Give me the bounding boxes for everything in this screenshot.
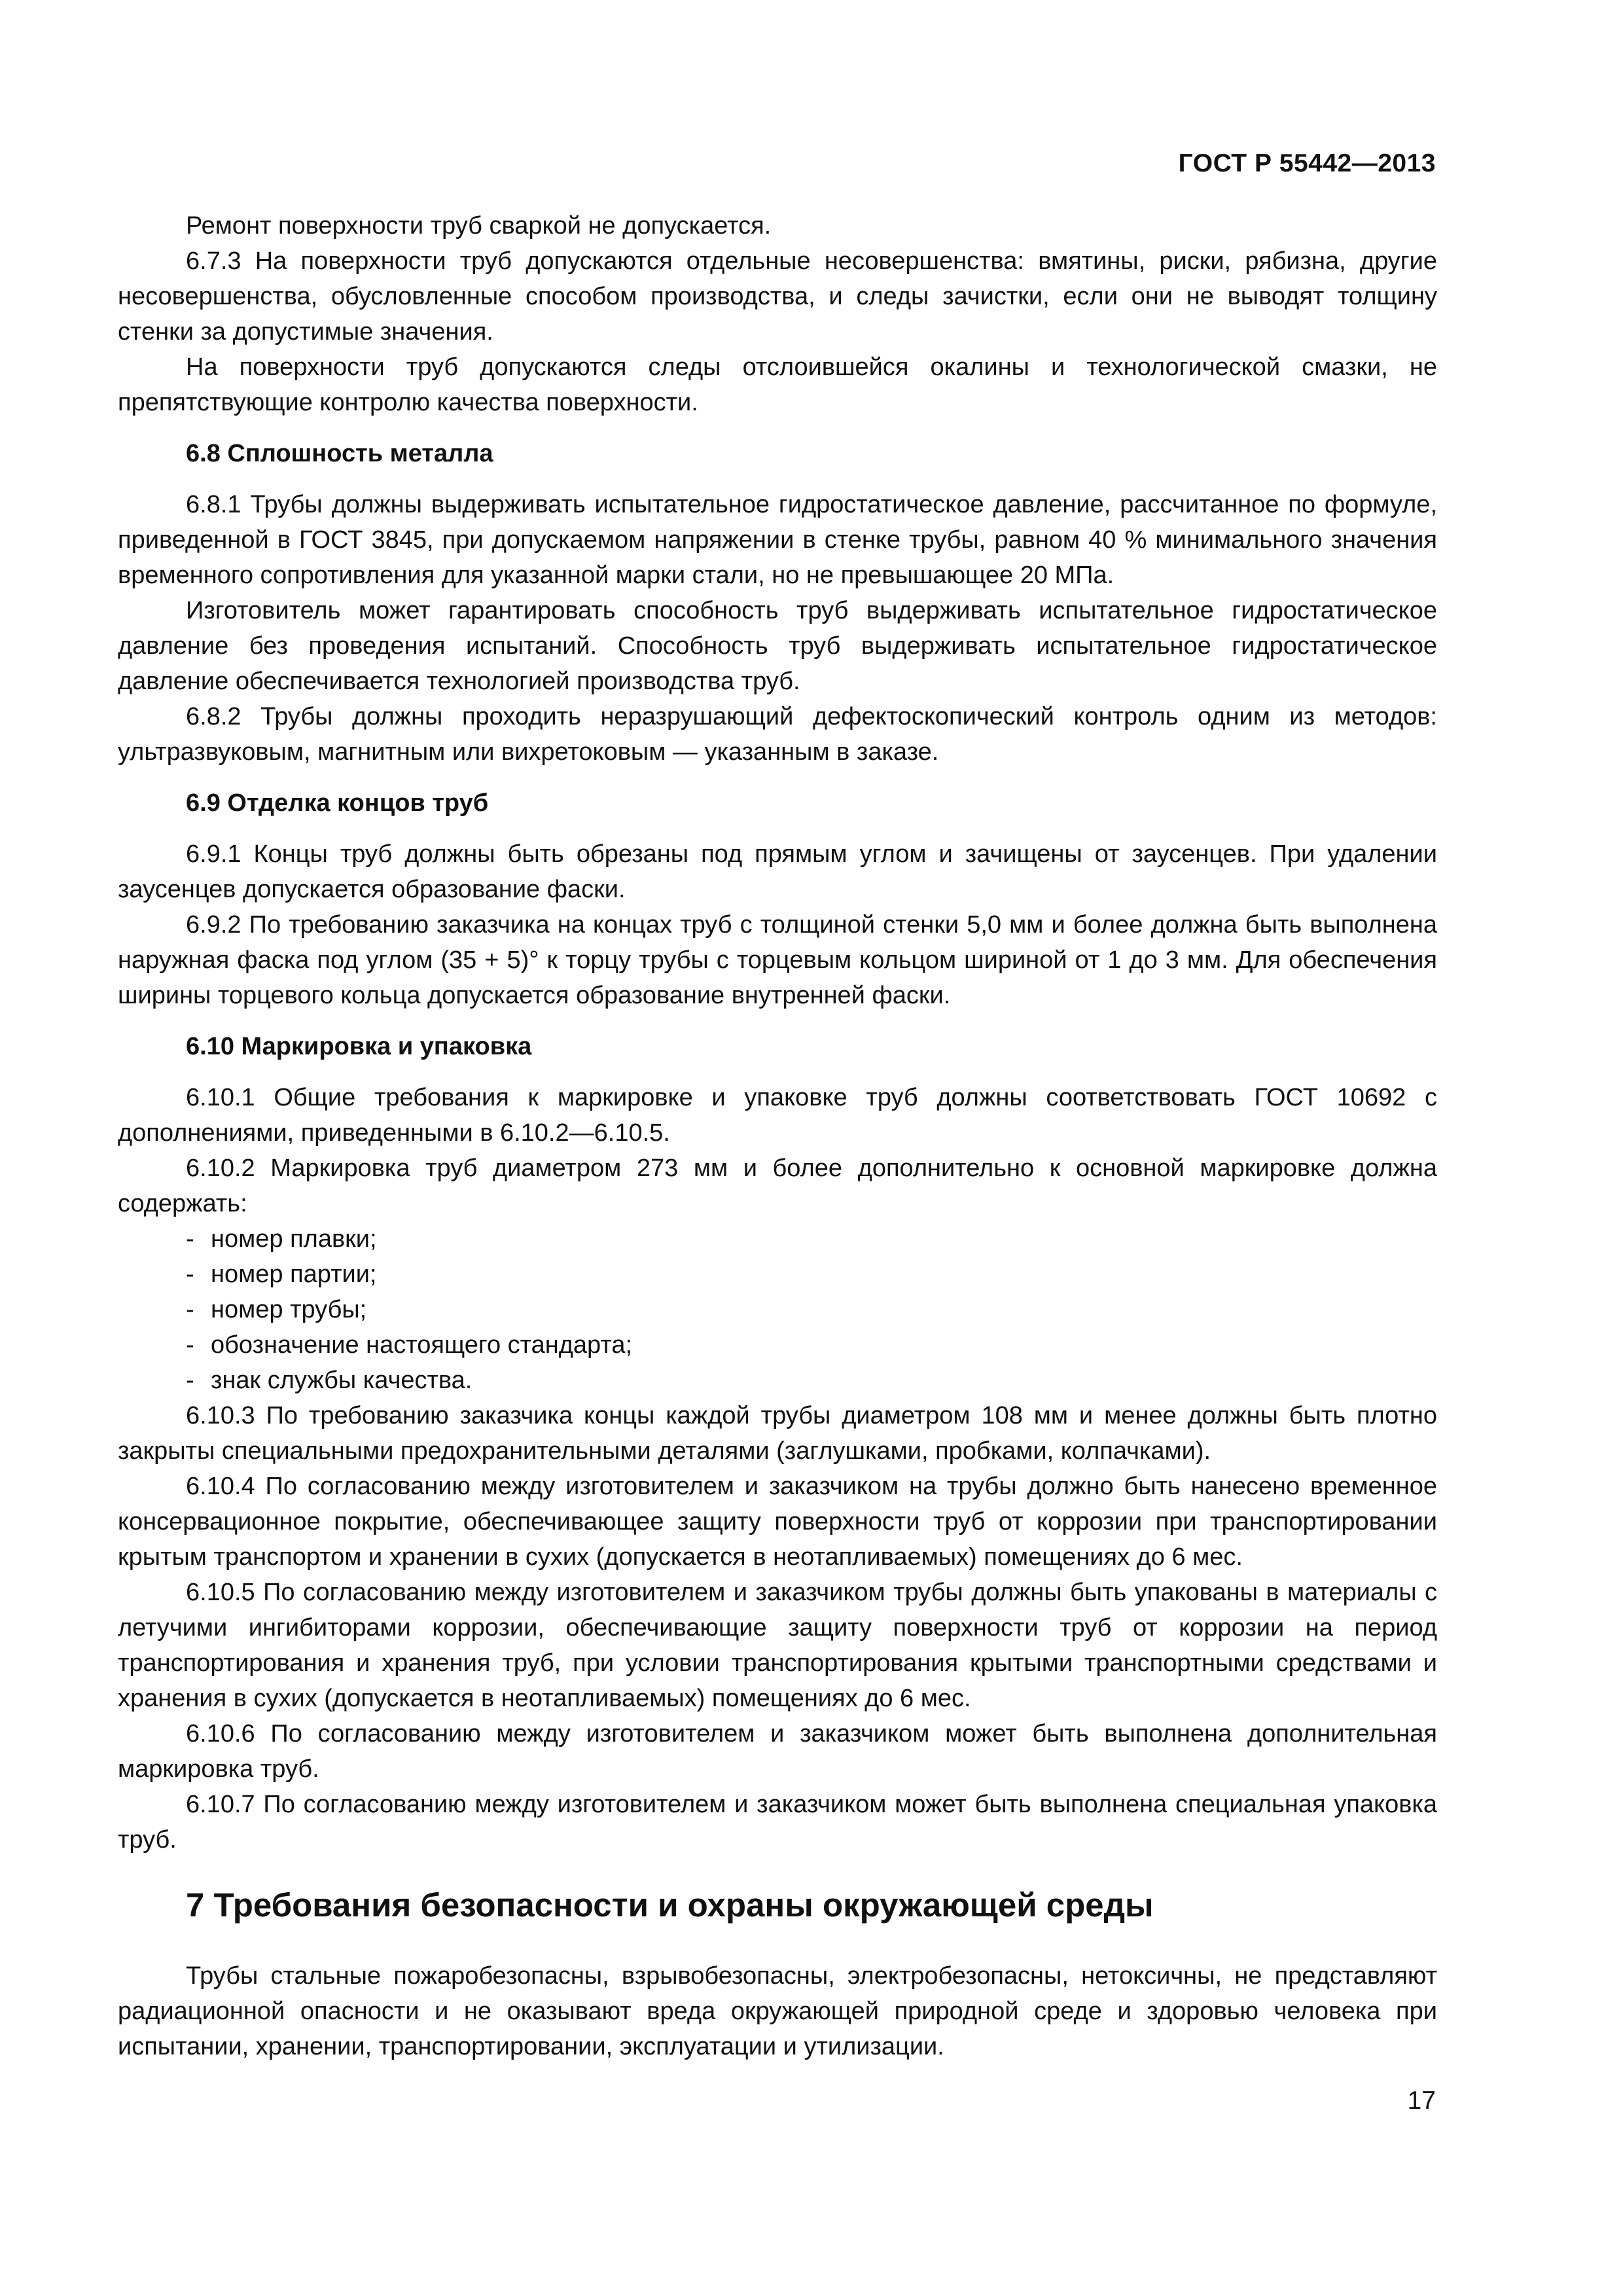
paragraph: 6.10.6 По согласованию между изготовителем и заказчиком может быть выполнена дополнительная маркировка труб. [118, 1720, 1437, 1783]
section-heading: 6.10 Маркировка и упаковка [186, 1033, 532, 1060]
list-item-text: обозначение настоящего стандарта; [211, 1331, 633, 1359]
paragraph: Трубы стальные пожаробезопасны, взрывобезопасны, электробезопасны, нетоксичны, не представляют радиационной опасности и не оказывают вреда окружающей природной среде и здоровью человека при испытании, хранении, транспортировании, эксплуатации и утилизации. [118, 1962, 1437, 2060]
list-marker: - [186, 1367, 194, 1394]
paragraph: 6.10.4 По согласованию между изготовителем и заказчиком на трубы должно быть нанесено временное консервационное покрытие, обеспечивающее защиту поверхности труб от коррозии при транспортировании крытым транспортом и хранении в сухих (допускается в неотапливаемых) помещениях до 6 мес. [118, 1473, 1437, 1571]
list-item [118, 1363, 1437, 1398]
paragraph: Изготовитель может гарантировать способность труб выдерживать испытательное гидростатическое давление без проведения испытаний. Способность труб выдерживать испытательное гидростатическое давление обеспечивается технологией производства труб. [118, 597, 1437, 695]
list-item-text: номер трубы; [211, 1296, 367, 1323]
list-item-text: номер партии; [211, 1261, 377, 1288]
paragraph: 6.10.2 Маркировка труб диаметром 273 мм и более дополнительно к основной маркировке должна содержать: [118, 1155, 1437, 1217]
list-marker: - [186, 1296, 194, 1323]
section-heading: 6.8 Сплошность металла [186, 440, 493, 467]
paragraph: 6.10.7 По согласованию между изготовителем и заказчиком может быть выполнена специальная упаковка труб. [118, 1791, 1437, 1854]
list-marker: - [186, 1331, 194, 1359]
section-heading: 6.9 Отделка концов труб [186, 789, 489, 817]
page-number: 17 [1407, 2087, 1436, 2115]
paragraph: 6.10.5 По согласованию между изготовителем и заказчиком трубы должны быть упакованы в материалы с летучими ингибиторами коррозии, обеспечивающие защиту поверхности труб от коррозии на период транспортирования и хранения труб, при условии транспортирования крытыми транспортными средствами и хранения в сухих (допускается в неотапливаемых) помещениях до 6 мес. [118, 1579, 1437, 1712]
list-item [118, 1221, 1437, 1257]
list-item [118, 1327, 1437, 1363]
paragraph: 6.9.1 Концы труб должны быть обрезаны под прямым углом и зачищены от заусенцев. При удалении заусенцев допускается образование фаски. [118, 840, 1437, 903]
chapter-heading: 7 Требования безопасности и охраны окружающей среды [186, 1886, 1154, 1924]
marking-list [118, 1221, 1437, 1398]
list-marker: - [186, 1261, 194, 1288]
paragraph: 6.10.1 Общие требования к маркировке и упаковке труб должны соответствовать ГОСТ 10692 с дополнениями, приведенными в 6.10.2—6.10.5. [118, 1084, 1437, 1147]
paragraph: 6.9.2 По требованию заказчика на концах труб с толщиной стенки 5,0 мм и более должна быть выполнена наружная фаска под углом (35 + 5)° к торцу трубы с торцевым кольцом шириной от 1 до 3 мм. Для обеспечения ширины торцевого кольца допускается образование внутренней фаски. [118, 911, 1437, 1009]
paragraph: 6.8.2 Трубы должны проходить неразрушающий дефектоскопический контроль одним из методов: ультразвуковым, магнитным или вихретоковым — указанным в заказе. [118, 703, 1437, 766]
paragraph: 6.8.1 Трубы должны выдерживать испытательное гидростатическое давление, рассчитанное по формуле, приведенной в ГОСТ 3845, при допускаемом напряжении в стенке трубы, равном 40 % минимального значения временного сопротивления для указанной марки стали, но не превышающее 20 МПа. [118, 491, 1437, 589]
paragraph: Ремонт поверхности труб сваркой не допускается. [186, 212, 772, 240]
paragraph: На поверхности труб допускаются следы отслоившейся окалины и технологической смазки, не препятствующие контролю качества поверхности. [118, 353, 1437, 416]
list-item [118, 1292, 1437, 1327]
page-content [118, 208, 1437, 2064]
paragraph: 6.10.3 По требованию заказчика концы каждой трубы диаметром 108 мм и менее должны быть плотно закрыты специальными предохранительными деталями (заглушками, пробками, колпачками). [118, 1402, 1437, 1465]
list-item-text: номер плавки; [211, 1225, 377, 1253]
standard-header: ГОСТ Р 55442—2013 [1178, 149, 1436, 177]
paragraph: 6.7.3 На поверхности труб допускаются отдельные несовершенства: вмятины, риски, рябизна, другие несовершенства, обусловленные способом производства, и следы зачистки, если они не выводят толщину стенки за допустимые значения. [118, 247, 1437, 346]
list-item-text: знак службы качества. [211, 1367, 473, 1394]
list-marker: - [186, 1225, 194, 1253]
list-item [118, 1257, 1437, 1292]
